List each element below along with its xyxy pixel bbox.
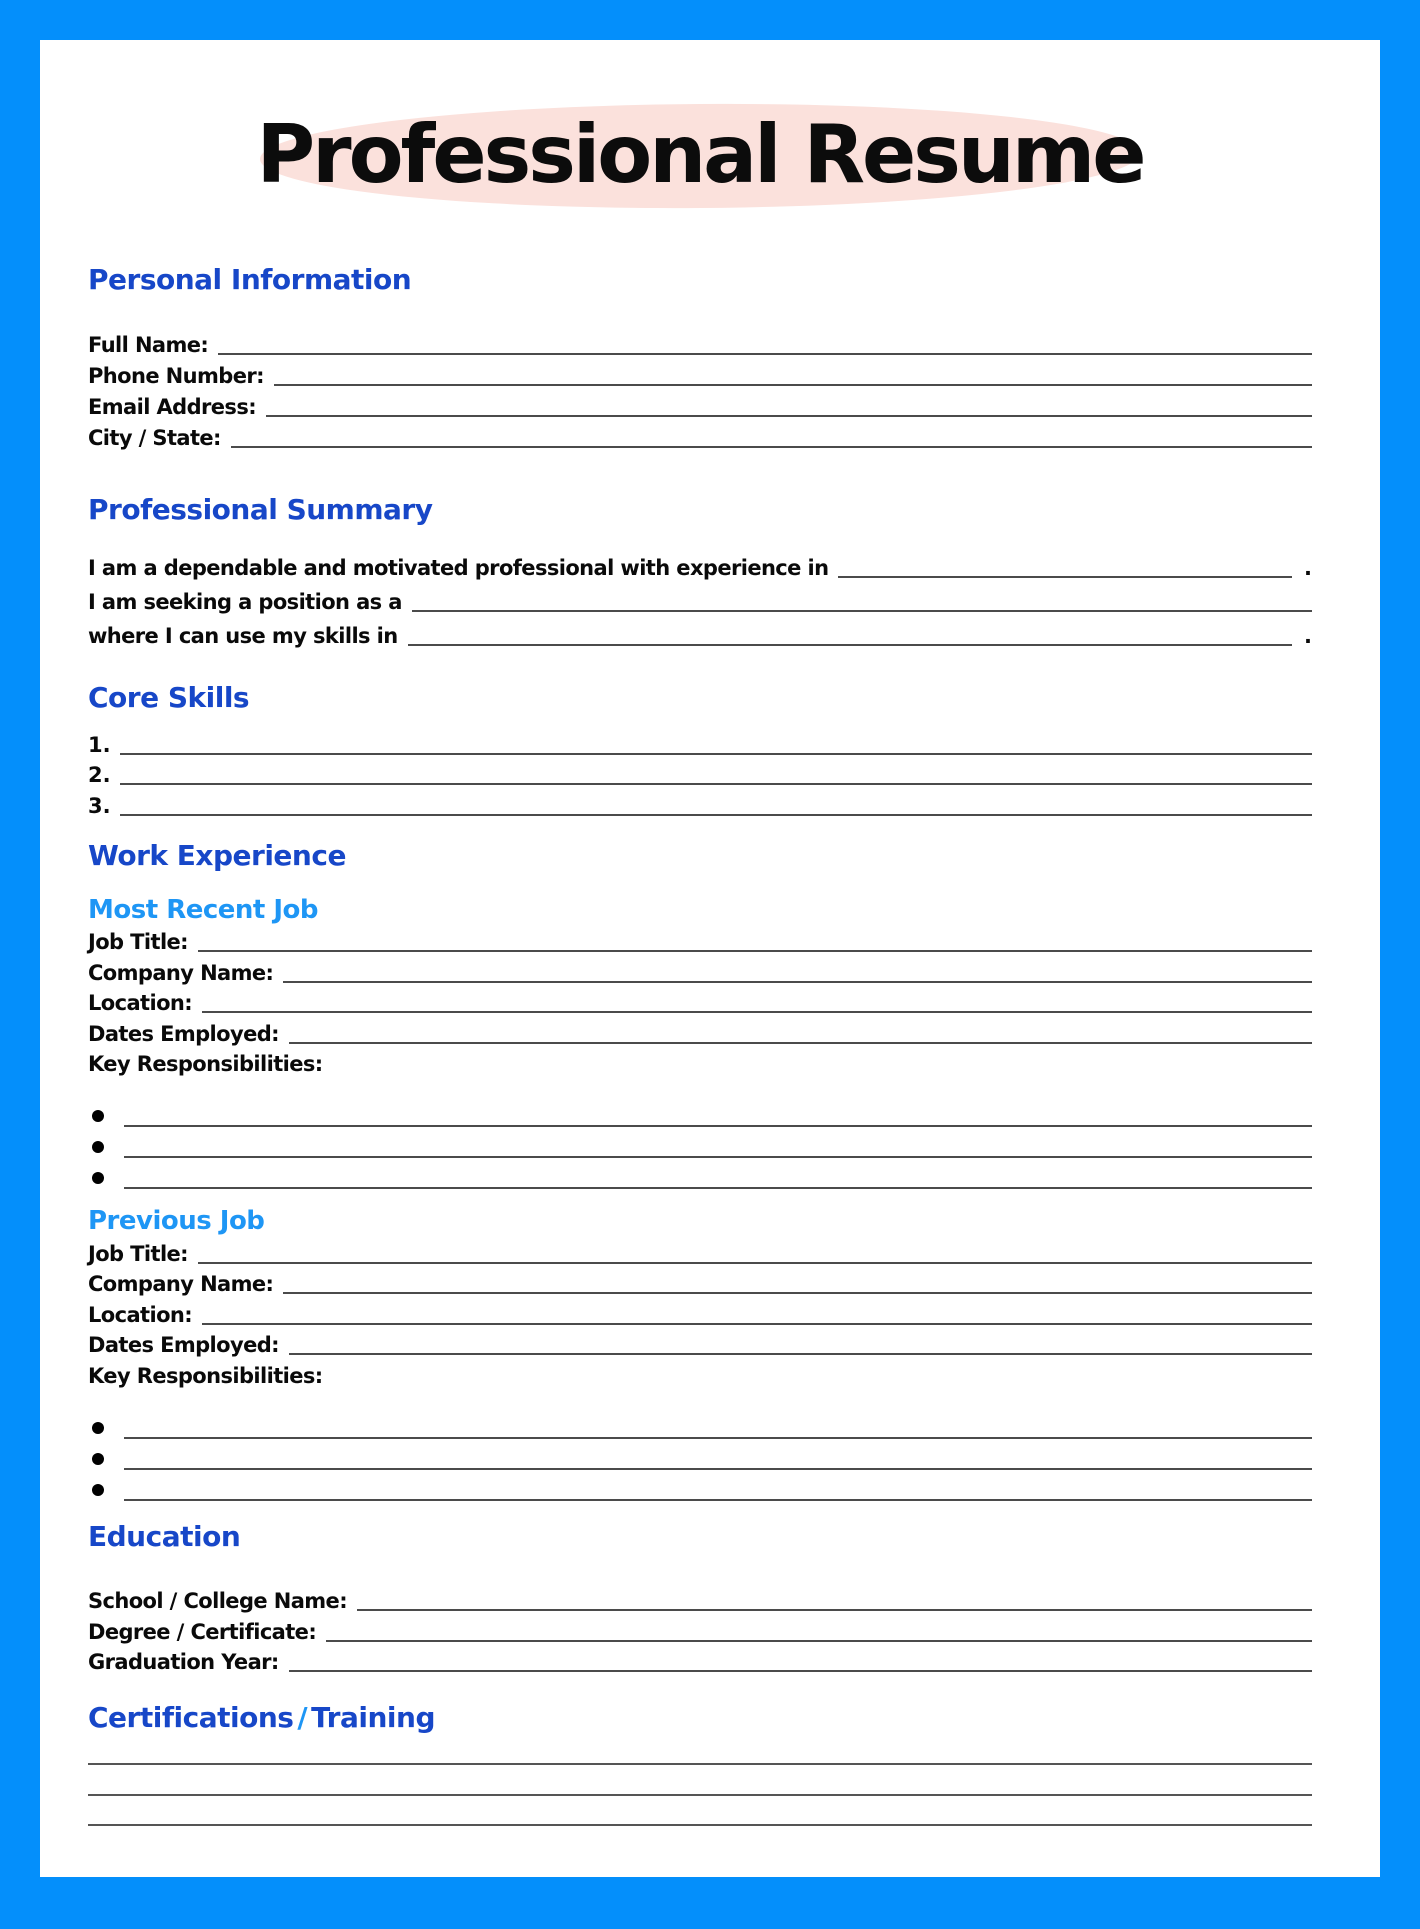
field-row-location [88,1299,1312,1330]
bullet-row [88,1101,1312,1132]
section-heading-certifications-training [88,1701,1312,1735]
most-recent-job-fields [88,927,1312,1080]
certification-input-line[interactable] [88,1757,1312,1765]
dates-employed-label: Dates Employed: [88,1021,279,1046]
personal-fields [88,329,1312,453]
degree-certificate-input-line[interactable] [326,1640,1312,1642]
bullet-point-icon [92,1141,104,1153]
section-heading-personal-information: Personal Information [88,263,412,296]
education-fields [88,1586,1312,1678]
section-heading-education: Education [88,1519,241,1553]
field-row-email-address [88,391,1312,422]
field-row-location [88,988,1312,1019]
skill-number-2: 2. [88,763,111,787]
phone-number-input-line[interactable] [274,384,1312,386]
responsibility-input-line[interactable] [124,1156,1312,1158]
dates-employed-input-line[interactable] [289,1042,1312,1044]
summary-suffix-3: . [1304,624,1312,648]
skill-input-line-2[interactable] [120,783,1312,785]
job-title-input-line[interactable] [198,1262,1312,1264]
section-heading-work-experience: Work Experience [88,838,346,872]
previous-job-fields [88,1238,1312,1391]
company-name-label: Company Name: [88,1272,274,1296]
summary-prefix-2: I am seeking a position as a [88,590,402,614]
skill-row-3 [88,790,1312,821]
city-state-input-line[interactable] [231,446,1312,448]
field-row-city-state [88,422,1312,453]
subsection-heading-previous-job: Previous Job [88,1206,265,1236]
email-address-input-line[interactable] [266,415,1312,417]
field-row-dates-employed [88,1330,1312,1361]
graduation-year-label: Graduation Year: [88,1650,279,1674]
certifications-lines [88,1757,1312,1826]
responsibility-input-line[interactable] [124,1437,1312,1439]
field-row-phone-number [88,360,1312,391]
key-responsibilities-label: Key Responsibilities: [88,1363,323,1388]
training-heading-word: Training [311,1701,435,1734]
resume-content [40,92,1380,1929]
most-recent-job-bullets [88,1101,1312,1194]
certification-input-line[interactable] [88,1796,1312,1827]
responsibility-input-line[interactable] [124,1499,1312,1501]
city-state-label: City / State: [88,426,221,450]
summary-row-3 [88,617,1312,651]
skill-row-2 [88,760,1312,791]
section-heading-core-skills: Core Skills [88,681,250,714]
bullet-point-icon [92,1422,104,1434]
bullet-row [88,1132,1312,1163]
summary-prefix-1: I am a dependable and motivated professional with experience in [88,556,829,580]
field-row-full-name [88,329,1312,360]
summary-input-line-1[interactable] [838,576,1292,578]
core-skills-list [88,729,1312,821]
email-address-label: Email Address: [88,395,257,419]
responsibility-input-line[interactable] [124,1125,1312,1127]
summary-prefix-3: where I can use my skills in [88,624,398,648]
bullet-row [88,1444,1312,1475]
company-name-input-line[interactable] [283,981,1312,983]
title-block [88,92,1312,217]
bullet-point-icon [92,1172,104,1184]
responsibility-input-line[interactable] [124,1468,1312,1470]
previous-job-bullets [88,1413,1312,1506]
field-row-key-responsibilities [88,1360,1312,1391]
summary-input-line-3[interactable] [408,644,1292,646]
page-title: Professional Resume [256,108,1144,201]
company-name-input-line[interactable] [283,1292,1312,1294]
full-name-input-line[interactable] [218,353,1312,355]
skill-row-1 [88,729,1312,760]
location-input-line[interactable] [202,1011,1312,1013]
location-label: Location: [88,991,193,1015]
bullet-row [88,1475,1312,1506]
summary-lines [88,549,1312,651]
field-row-graduation-year [88,1647,1312,1678]
skill-number-1: 1. [88,732,111,757]
skill-number-3: 3. [88,793,111,818]
bullet-point-icon [92,1110,104,1122]
job-title-label: Job Title: [88,930,188,954]
field-row-degree-certificate [88,1616,1312,1647]
field-row-job-title [88,927,1312,958]
skill-input-line-3[interactable] [120,814,1312,816]
field-row-company-name [88,957,1312,988]
school-college-input-line[interactable] [357,1609,1312,1611]
responsibility-input-line[interactable] [124,1187,1312,1189]
field-row-school-college [88,1586,1312,1617]
bullet-point-icon [92,1453,104,1465]
location-input-line[interactable] [202,1323,1312,1325]
key-responsibilities-label: Key Responsibilities: [88,1052,323,1076]
bullet-row [88,1413,1312,1444]
dates-employed-input-line[interactable] [289,1353,1312,1355]
field-row-company-name [88,1269,1312,1300]
job-title-input-line[interactable] [198,950,1312,952]
school-college-label: School / College Name: [88,1589,348,1613]
slash-separator: / [297,1701,308,1734]
summary-row-2 [88,583,1312,617]
field-row-job-title [88,1238,1312,1269]
degree-certificate-label: Degree / Certificate: [88,1619,317,1644]
dates-employed-label: Dates Employed: [88,1333,279,1357]
section-heading-professional-summary: Professional Summary [88,493,433,526]
bullet-point-icon [92,1484,104,1496]
job-title-label: Job Title: [88,1241,188,1266]
subsection-heading-most-recent-job: Most Recent Job [88,894,319,925]
summary-input-line-2[interactable] [412,610,1312,612]
full-name-label: Full Name: [88,333,209,357]
graduation-year-input-line[interactable] [289,1670,1312,1672]
certifications-heading-word: Certifications [88,1701,294,1734]
field-row-dates-employed [88,1018,1312,1049]
field-row-key-responsibilities [88,1049,1312,1080]
location-label: Location: [88,1302,193,1327]
summary-suffix-1: . [1304,556,1312,580]
company-name-label: Company Name: [88,960,274,985]
skill-input-line-1[interactable] [120,753,1312,755]
bullet-row [88,1163,1312,1194]
phone-number-label: Phone Number: [88,364,264,388]
resume-page [40,40,1380,1877]
summary-row-1 [88,549,1312,583]
certification-input-line[interactable] [88,1765,1312,1796]
